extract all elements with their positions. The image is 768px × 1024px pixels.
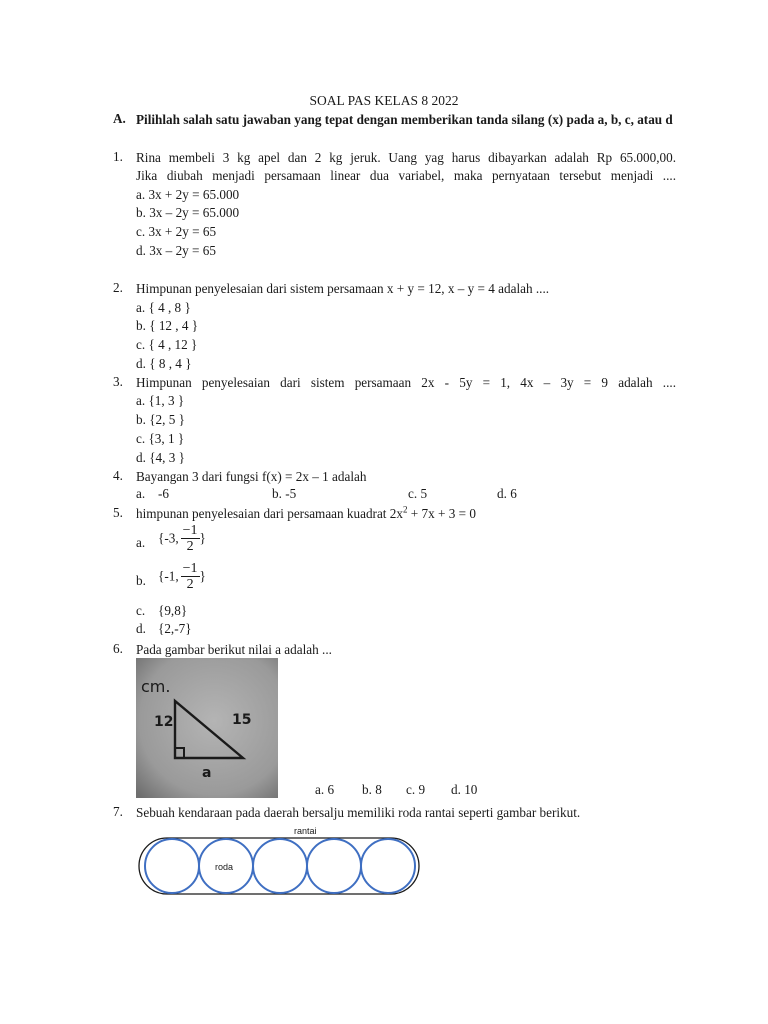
wheel-1	[145, 839, 199, 893]
wheel-5	[361, 839, 415, 893]
page-title: SOAL PAS KELAS 8 2022	[309, 93, 459, 108]
question-7-number: 7.	[113, 804, 123, 819]
chain-wheel-figure	[138, 826, 422, 900]
question-4-option-a-label: a.	[136, 486, 146, 501]
question-1-text-line2: Jika diubah menjadi persamaan linear dua variabel, maka pernyataan tersebut menjadi ....	[136, 168, 676, 183]
question-6-number: 6.	[113, 641, 123, 656]
chain-label: rantai	[294, 826, 317, 836]
question-4-text: Bayangan 3 dari fungsi f(x) = 2x – 1 adalah	[136, 469, 367, 484]
side-label-a: a	[202, 765, 212, 781]
side-label-15: 15	[232, 712, 252, 728]
question-1-option-c: c. 3x + 2y = 65	[136, 224, 217, 239]
wheel-4	[307, 839, 361, 893]
triangle-photo	[136, 658, 278, 798]
question-3-option-d: d. {4, 3 }	[136, 450, 185, 465]
question-2-option-d: d. { 8 , 4 }	[136, 356, 192, 371]
question-5-option-d-value: {2,-7}	[158, 621, 192, 636]
question-1-option-b: b. 3x – 2y = 65.000	[136, 205, 240, 220]
question-2-number: 2.	[113, 280, 123, 295]
question-4-number: 4.	[113, 468, 123, 483]
question-5-option-c-value: {9,8}	[158, 603, 188, 618]
triangle-figure	[136, 658, 278, 798]
question-7-text: Sebuah kendaraan pada daerah bersalju memiliki roda rantai seperti gambar berikut.	[136, 805, 581, 820]
question-6-option-b: b. 8	[362, 782, 382, 797]
question-1-option-a: a. 3x + 2y = 65.000	[136, 187, 240, 202]
question-6-text: Pada gambar berikut nilai a adalah ...	[136, 642, 332, 657]
question-2-option-a: a. { 4 , 8 }	[136, 300, 191, 315]
question-3-text: Himpunan penyelesaian dari sistem persamaan 2x - 5y = 1, 4x – 3y = 9 adalah ....	[136, 375, 676, 390]
question-5-number: 5.	[113, 505, 123, 520]
question-5-option-a-label: a.	[136, 535, 146, 550]
question-5-text: himpunan penyelesaian dari persamaan kuadrat $2x^2 + 7x + 3 = 0$	[136, 504, 476, 521]
question-2-option-b: b. { 12 , 4 }	[136, 318, 199, 333]
question-1-option-d: d. 3x – 2y = 65	[136, 243, 216, 258]
question-5-option-c-label: c.	[136, 603, 146, 618]
wheel-label: roda	[215, 862, 234, 872]
question-3-option-c: c. {3, 1 }	[136, 431, 185, 446]
side-label-12: 12	[154, 714, 174, 730]
question-6-option-a: a. 6	[315, 782, 335, 797]
question-5-option-a-value: {-3, $\frac{-1}{2}$ }	[158, 523, 206, 554]
question-5-option-b-label: b.	[136, 573, 146, 588]
question-2-text: Himpunan penyelesaian dari sistem persamaan x + y = 12, x – y = 4 adalah ....	[136, 281, 550, 296]
question-1-number: 1.	[113, 149, 123, 164]
question-3-number: 3.	[113, 374, 123, 389]
question-4-option-a-value: -6	[158, 486, 169, 501]
section-letter: A.	[113, 111, 126, 126]
question-6-option-c: c. 9	[406, 782, 426, 797]
unit-label: cm.	[141, 677, 171, 696]
question-4-option-c: c. 5	[408, 486, 428, 501]
question-6-option-d: d. 10	[451, 782, 478, 797]
wheel-3	[253, 839, 307, 893]
question-4-option-d: d. 6	[497, 486, 517, 501]
question-3-option-b: b. {2, 5 }	[136, 412, 185, 427]
question-1-text-line1: Rina membeli 3 kg apel dan 2 kg jeruk. Uang yag harus dibayarkan adalah Rp 65.000,00.	[136, 150, 676, 165]
section-instruction: Pilihlah salah satu jawaban yang tepat dengan memberikan tanda silang (x) pada a, b, c, atau d	[136, 112, 673, 127]
question-5-option-b-value: {-1, $\frac{-1}{2}$ }	[158, 561, 206, 592]
question-2-option-c: c. { 4 , 12 }	[136, 337, 198, 352]
question-4-option-b: b. -5	[272, 486, 297, 501]
question-5-option-d-label: d.	[136, 621, 146, 636]
question-3-option-a: a. {1, 3 }	[136, 393, 185, 408]
